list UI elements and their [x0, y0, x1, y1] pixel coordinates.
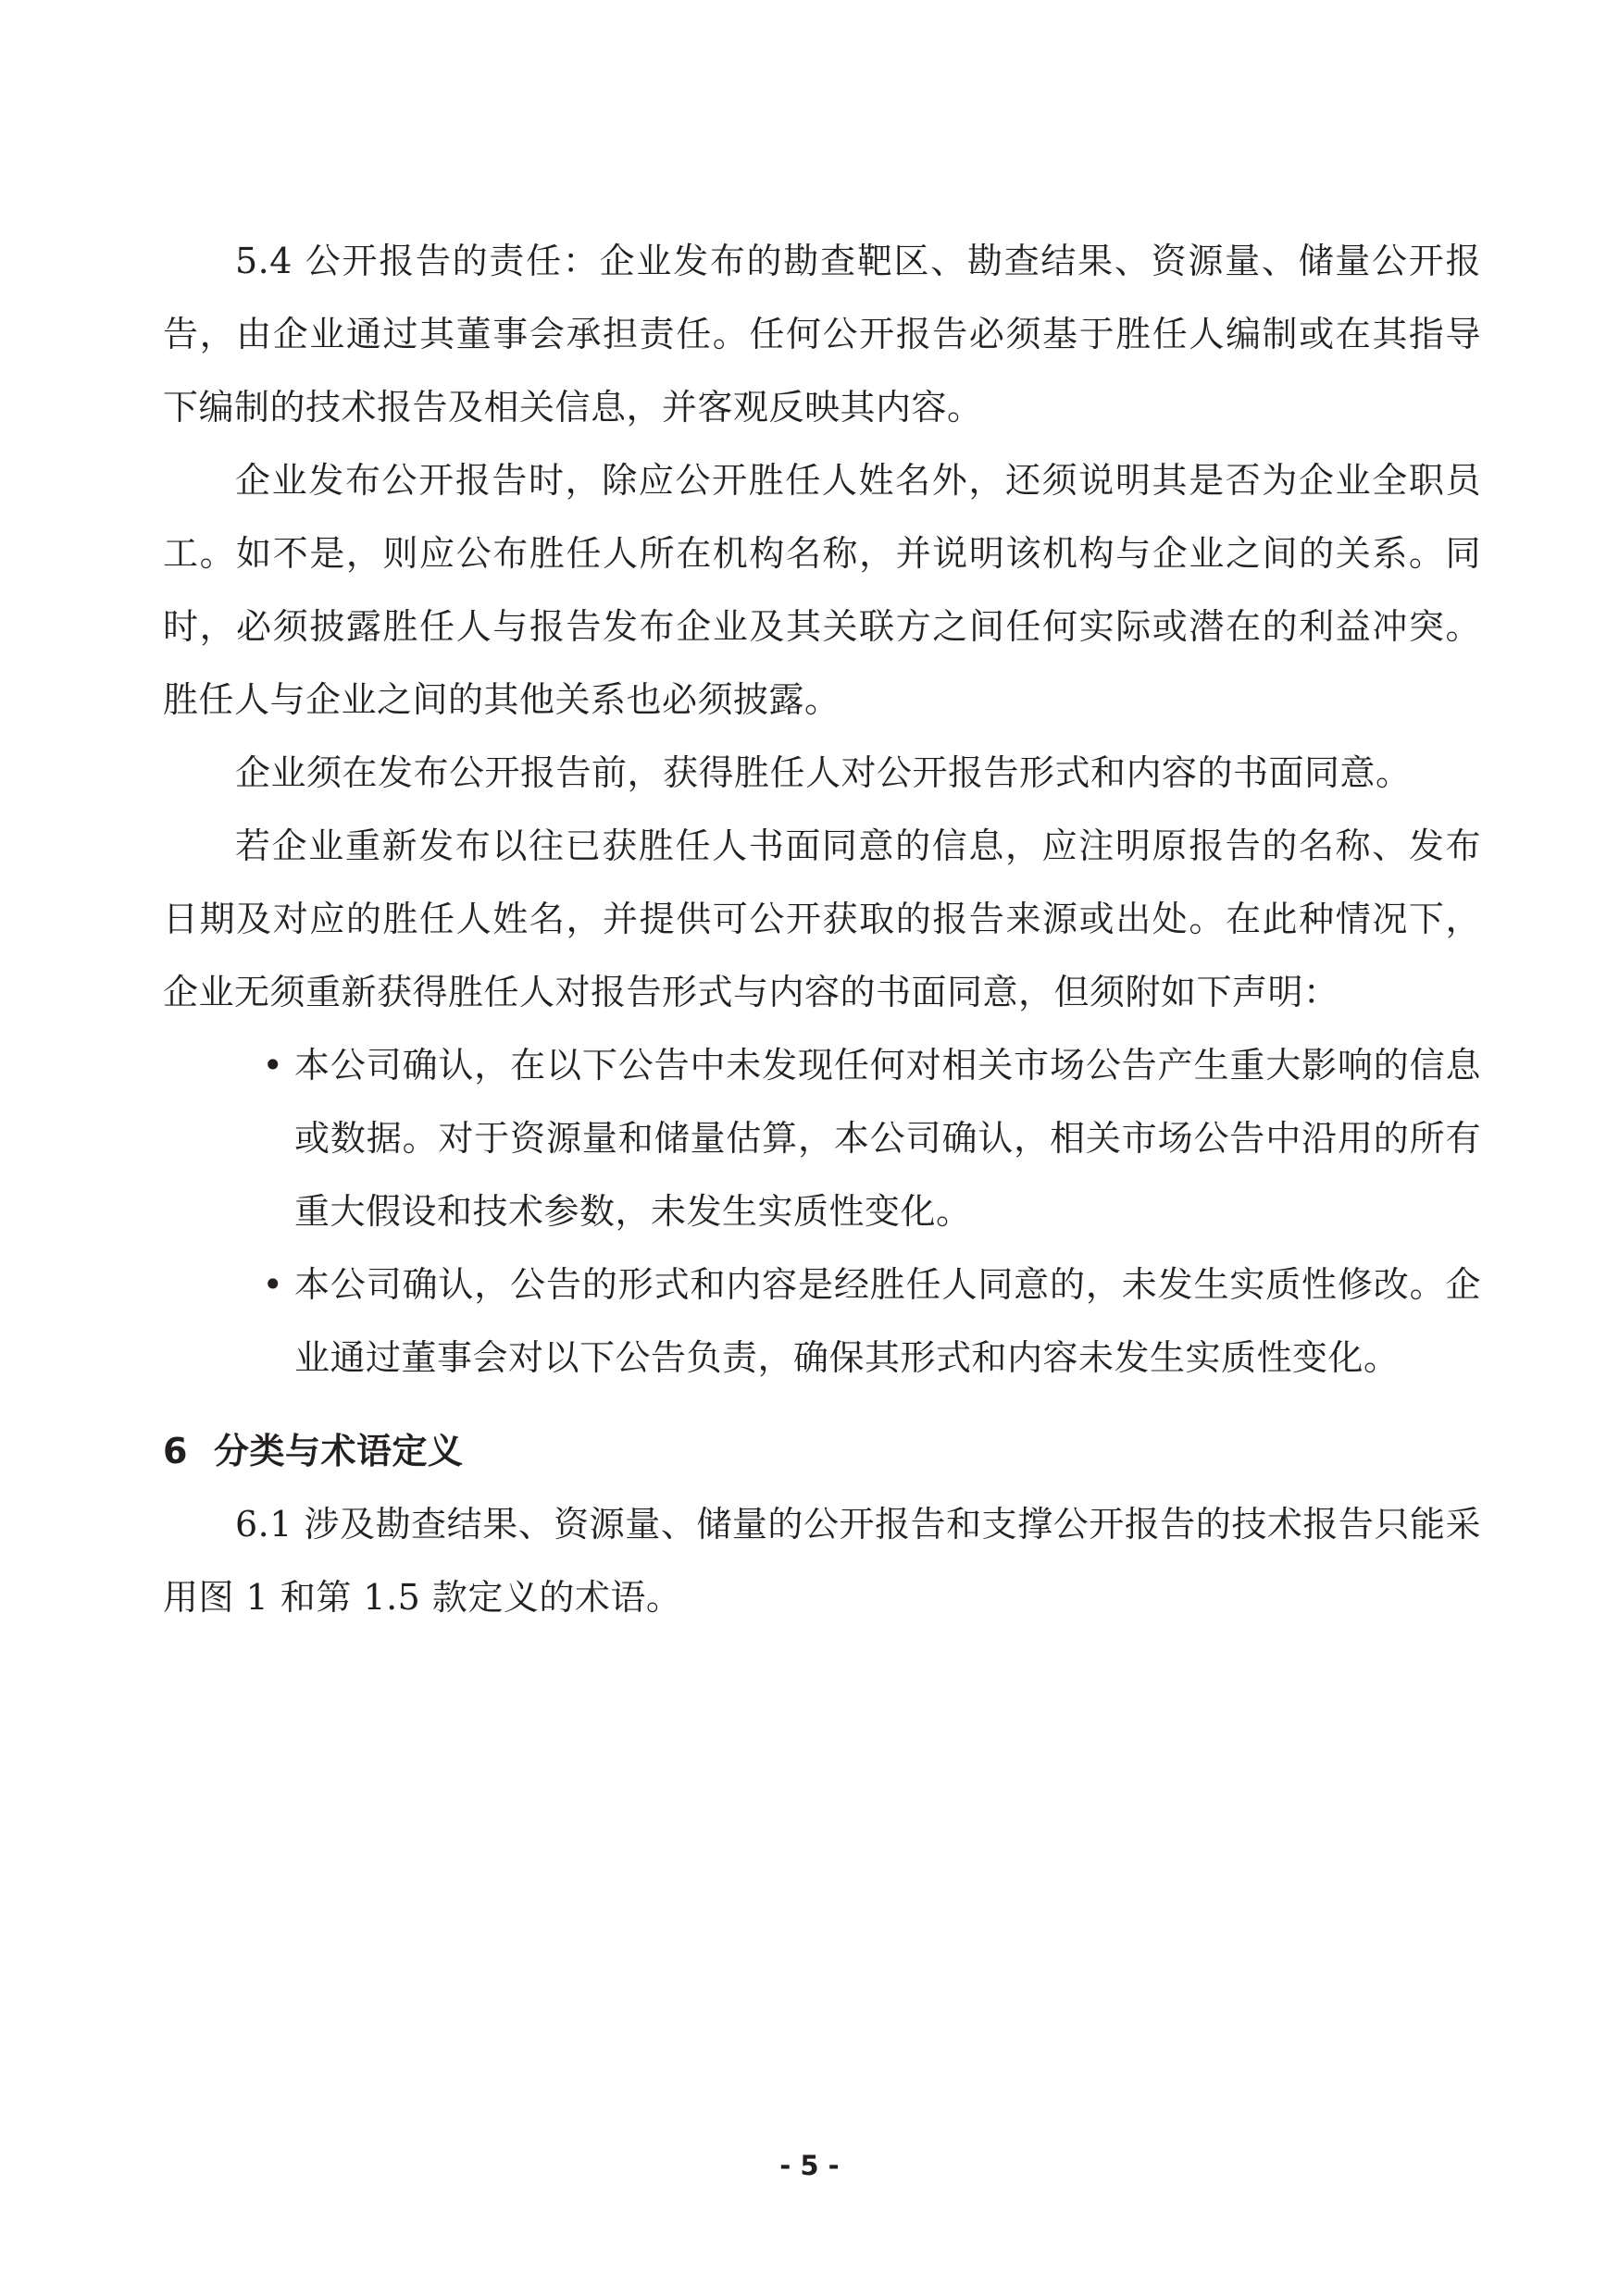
- paragraph-disclosure-name: 企业发布公开报告时，除应公开胜任人姓名外，还须说明其是否为企业全职员工。如不是，则应公布胜任人所在机构名称，并说明该机构与企业之间的关系。同时，必须披露胜任人与报告发布企业及其关联方之间任何实际或潜在的利益冲突。胜任人与企业之间的其他关系也必须披露。: [163, 460, 1481, 720]
- paragraph-5-4: 5.4 公开报告的责任：企业发布的勘查靶区、勘查结果、资源量、储量公开报告，由企业通过其董事会承担责任。任何公开报告必须基于胜任人编制或在其指导下编制的技术报告及相关信息，并客观反映其内容。: [163, 241, 1481, 428]
- statement-text: 本公司确认，在以下公告中未发现任何对相关市场公告产生重大影响的信息或数据。对于资源量和储量估算，本公司确认，相关市场公告中沿用的所有重大假设和技术参数，未发生实质性变化。: [294, 1045, 1481, 1232]
- section-heading: [163, 1395, 1481, 1488]
- statement-list-item: [163, 1029, 1481, 1248]
- statement-text: 本公司确认，公告的形式和内容是经胜任人同意的，未发生实质性修改。企业通过董事会对以下公告负责，确保其形式和内容未发生实质性变化。: [294, 1264, 1481, 1378]
- page-number: - 5 -: [779, 2150, 840, 2181]
- bullet-icon: •: [262, 1045, 284, 1086]
- paragraph-written-consent: 企业须在发布公开报告前，获得胜任人对公开报告形式和内容的书面同意。: [235, 752, 1412, 793]
- paragraph-6-1: 6.1 涉及勘查结果、资源量、储量的公开报告和支撑公开报告的技术报告只能采用图 1 和第 1.5 款定义的术语。: [163, 1504, 1481, 1618]
- bullet-icon: •: [262, 1264, 284, 1305]
- statement-list: [163, 1029, 1481, 1395]
- statement-list-item: [163, 1248, 1481, 1395]
- section-number: 6: [163, 1431, 188, 1471]
- paragraph-republish: 若企业重新发布以往已获胜任人书面同意的信息，应注明原报告的名称、发布日期及对应的胜任人姓名，并提供可公开获取的报告来源或出处。在此种情况下，企业无须重新获得胜任人对报告形式与内容的书面同意，但须附如下声明：: [163, 825, 1481, 1012]
- section-title: 分类与术语定义: [213, 1431, 464, 1471]
- page-content: [163, 225, 1481, 1634]
